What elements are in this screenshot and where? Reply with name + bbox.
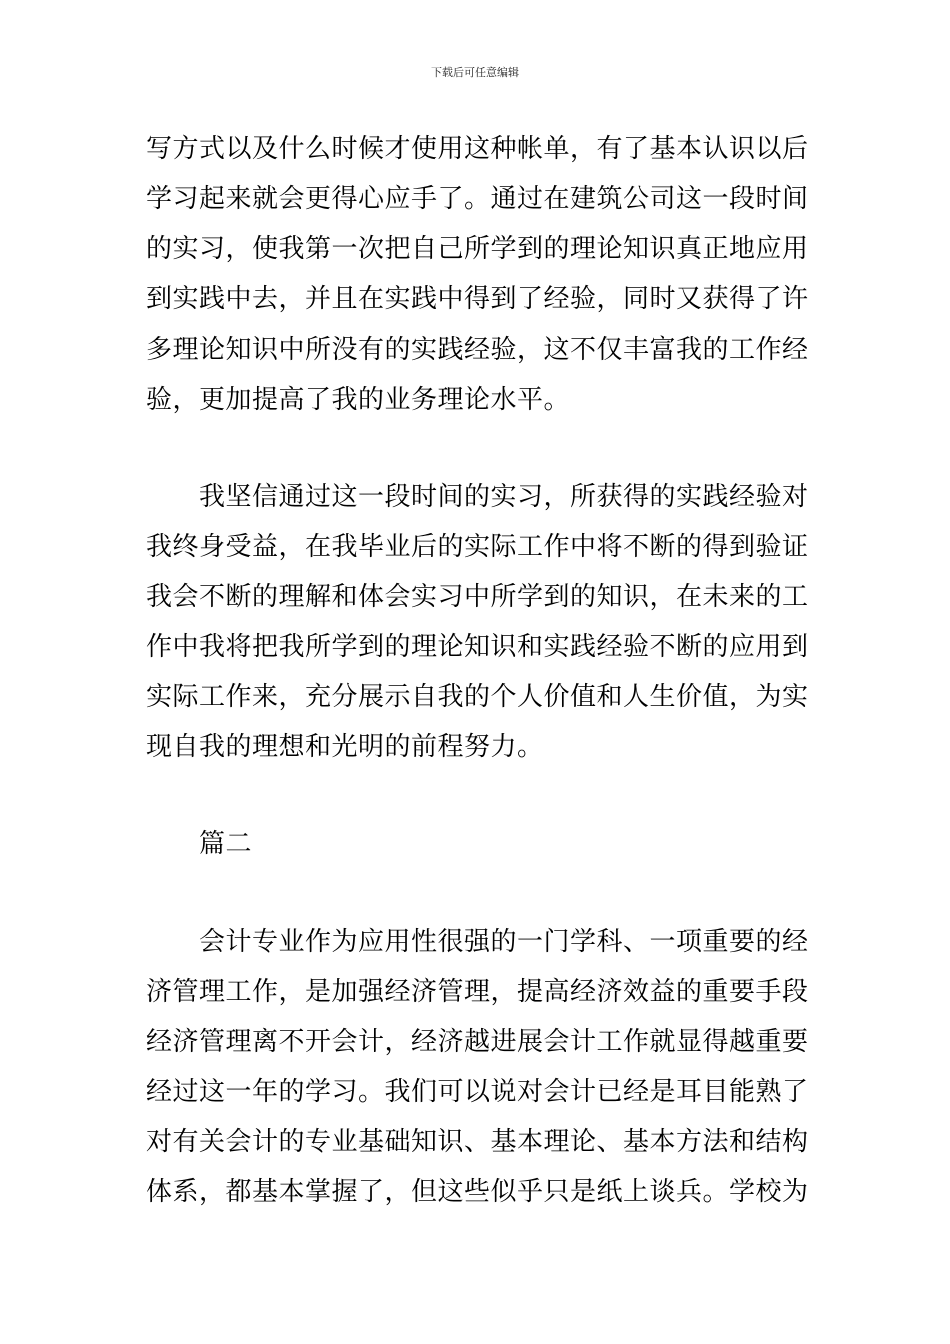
paragraph-1-line-3: 的实习，使我第一次把自己所学到的理论知识真正地应用 [146, 234, 809, 264]
paragraph-3-line-5: 对有关会计的专业基础知识、基本理论、基本方法和结构 [146, 1127, 809, 1157]
paragraph-2-line-6: 现自我的理想和光明的前程努力。 [146, 732, 544, 762]
paragraph-3-line-2: 济管理工作，是加强经济管理，提高经济效益的重要手段 [146, 977, 809, 1007]
paragraph-2-line-3: 我会不断的理解和体会实习中所学到的知识，在未来的工 [146, 582, 809, 612]
paragraph-2-line-4: 作中我将把我所学到的理论知识和实践经验不断的应用到 [146, 632, 809, 662]
paragraph-3-line-3: 经济管理离不开会计，经济越进展会计工作就显得越重要 [146, 1027, 809, 1057]
paragraph-3-line-1: 会计专业作为应用性很强的一门学科、一项重要的经 [199, 927, 809, 957]
paragraph-1-line-5: 多理论知识中所没有的实践经验，这不仅丰富我的工作经 [146, 335, 809, 365]
paragraph-3-line-4: 经过这一年的学习。我们可以说对会计已经是耳目能熟了 [146, 1077, 809, 1107]
paragraph-1-line-2: 学习起来就会更得心应手了。通过在建筑公司这一段时间 [146, 184, 809, 214]
page-header-note: 下载后可任意编辑 [431, 66, 519, 79]
paragraph-1-line-6: 验，更加提高了我的业务理论水平。 [146, 385, 571, 415]
paragraph-2-line-1: 我坚信通过这一段时间的实习，所获得的实践经验对 [199, 482, 809, 512]
paragraph-1-line-1: 写方式以及什么时候才使用这种帐单，有了基本认识以后 [146, 134, 809, 164]
paragraph-2-line-2: 我终身受益，在我毕业后的实际工作中将不断的得到验证 [146, 532, 809, 562]
paragraph-2-line-5: 实际工作来，充分展示自我的个人价值和人生价值，为实 [146, 682, 809, 712]
paragraph-1-line-4: 到实践中去，并且在实践中得到了经验，同时又获得了许 [146, 284, 809, 314]
paragraph-3-line-6: 体系，都基本掌握了，但这些似乎只是纸上谈兵。学校为 [146, 1177, 809, 1207]
section-heading: 篇二 [199, 829, 253, 859]
